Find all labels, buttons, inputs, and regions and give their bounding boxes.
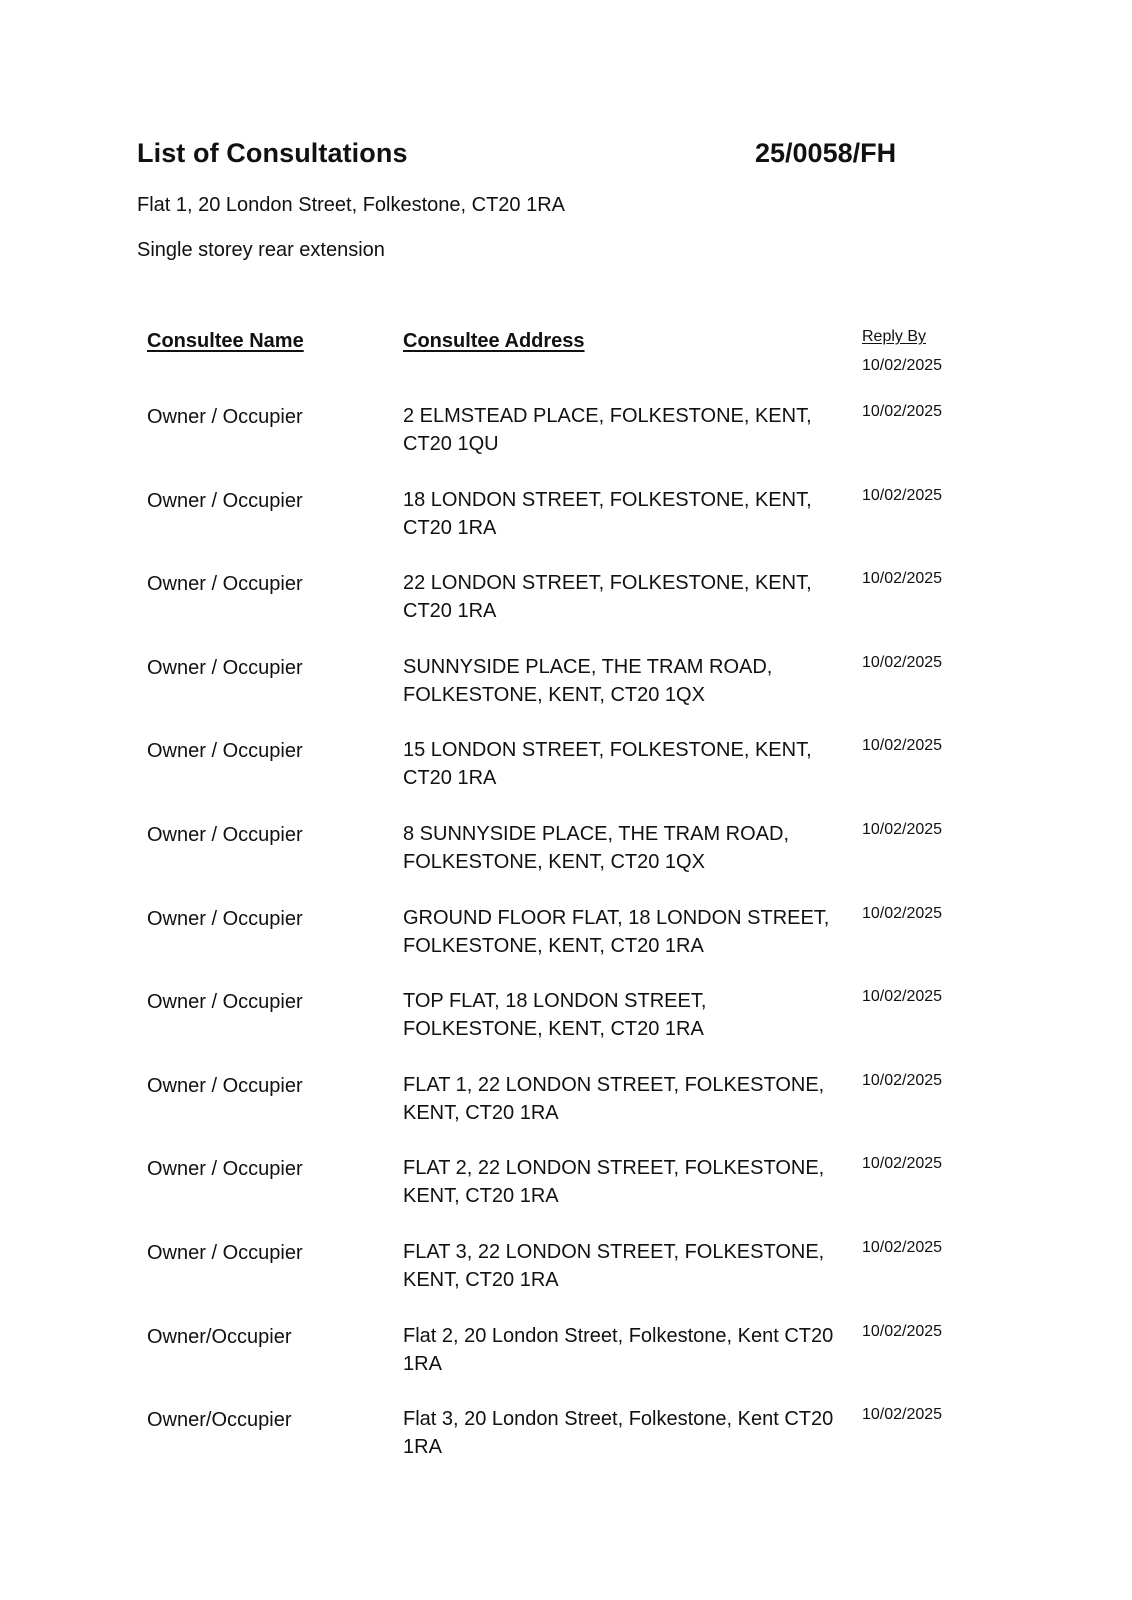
column-header-consultee-address: Consultee Address <box>403 330 585 352</box>
column-header-consultee-name: Consultee Name <box>147 330 304 352</box>
header-reply-by-date: 10/02/2025 <box>862 357 943 374</box>
table-row <box>0 653 1132 741</box>
consultee-address-cell: GROUND FLOOR FLAT, 18 LONDON STREET, FOLKESTONE, KENT, CT20 1RA <box>403 906 830 957</box>
consultee-name-cell: Owner / Occupier <box>147 656 303 679</box>
table-row <box>0 403 1132 490</box>
proposal-description: Single storey rear extension <box>137 239 385 261</box>
consultee-address-cell: FLAT 3, 22 LONDON STREET, FOLKESTONE, KENT, CT20 1RA <box>403 1240 825 1291</box>
consultee-address-cell: SUNNYSIDE PLACE, THE TRAM ROAD, FOLKESTONE, KENT, CT20 1QX <box>403 655 773 706</box>
consultee-name-cell: Owner / Occupier <box>147 1074 303 1097</box>
consultee-address-cell: FLAT 1, 22 LONDON STREET, FOLKESTONE, KENT, CT20 1RA <box>403 1073 825 1124</box>
consultee-address-cell: TOP FLAT, 18 LONDON STREET, FOLKESTONE, KENT, CT20 1RA <box>403 990 707 1041</box>
table-row <box>0 820 1132 908</box>
consultee-address-cell: 2 ELMSTEAD PLACE, FOLKESTONE, KENT, CT20 1QU <box>403 405 812 455</box>
reply-by-date-cell: 10/02/2025 <box>862 1238 943 1256</box>
table-row <box>0 486 1132 574</box>
reply-by-date-cell: 10/02/2025 <box>862 1071 943 1089</box>
consultee-name-cell: Owner / Occupier <box>147 489 303 512</box>
consultee-name-cell: Owner / Occupier <box>147 573 303 596</box>
consultee-name-cell: Owner / Occupier <box>147 740 303 763</box>
reply-by-date-cell: 10/02/2025 <box>862 653 943 671</box>
reply-by-date-cell: 10/02/2025 <box>862 988 943 1006</box>
consultee-address-cell: Flat 2, 20 London Street, Folkestone, Kent CT20 1RA <box>403 1324 834 1375</box>
table-row <box>0 1322 1132 1410</box>
reply-by-date-cell: 10/02/2025 <box>862 403 943 420</box>
column-header-reply-by: Reply By <box>862 328 927 345</box>
table-row <box>0 1071 1132 1159</box>
table-row <box>0 1406 1132 1493</box>
site-address: Flat 1, 20 London Street, Folkestone, CT20 1RA <box>137 194 566 216</box>
consultee-address-cell: 18 LONDON STREET, FOLKESTONE, KENT, CT20 1RA <box>403 488 812 539</box>
reply-by-date-cell: 10/02/2025 <box>862 820 943 838</box>
table-row <box>0 904 1132 992</box>
consultee-address-cell: 15 LONDON STREET, FOLKESTONE, KENT, CT20 1RA <box>403 739 812 790</box>
table-row <box>0 1155 1132 1242</box>
reply-by-date-cell: 10/02/2025 <box>862 737 943 755</box>
consultations-table <box>0 403 1132 1493</box>
reply-by-date-cell: 10/02/2025 <box>862 570 943 588</box>
page-title: List of Consultations <box>137 138 408 168</box>
consultee-name-cell: Owner / Occupier <box>147 991 303 1014</box>
reply-by-date-cell: 10/02/2025 <box>862 1155 943 1173</box>
application-reference: 25/0058/FH <box>755 138 897 168</box>
reply-by-date-cell: 10/02/2025 <box>862 1322 943 1340</box>
consultee-name-cell: Owner / Occupier <box>147 1158 303 1181</box>
consultee-address-cell: Flat 3, 20 London Street, Folkestone, Kent CT20 1RA <box>403 1408 834 1459</box>
table-row <box>0 988 1132 1075</box>
reply-by-date-cell: 10/02/2025 <box>862 1406 943 1424</box>
consultee-name-cell: Owner/Occupier <box>147 1325 292 1348</box>
consultee-name-cell: Owner/Occupier <box>147 1409 292 1432</box>
consultee-address-cell: 8 SUNNYSIDE PLACE, THE TRAM ROAD, FOLKESTONE, KENT, CT20 1QX <box>403 822 790 873</box>
consultee-name-cell: Owner / Occupier <box>147 823 303 846</box>
reply-by-date-cell: 10/02/2025 <box>862 904 943 922</box>
table-row <box>0 1238 1132 1326</box>
consultee-name-cell: Owner / Occupier <box>147 406 303 428</box>
consultee-name-cell: Owner / Occupier <box>147 907 303 930</box>
table-row <box>0 737 1132 824</box>
consultee-name-cell: Owner / Occupier <box>147 1241 303 1264</box>
consultee-address-cell: 22 LONDON STREET, FOLKESTONE, KENT, CT20 1RA <box>403 572 812 623</box>
reply-by-date-cell: 10/02/2025 <box>862 486 943 504</box>
consultee-address-cell: FLAT 2, 22 LONDON STREET, FOLKESTONE, KENT, CT20 1RA <box>403 1157 825 1208</box>
table-row <box>0 570 1132 657</box>
